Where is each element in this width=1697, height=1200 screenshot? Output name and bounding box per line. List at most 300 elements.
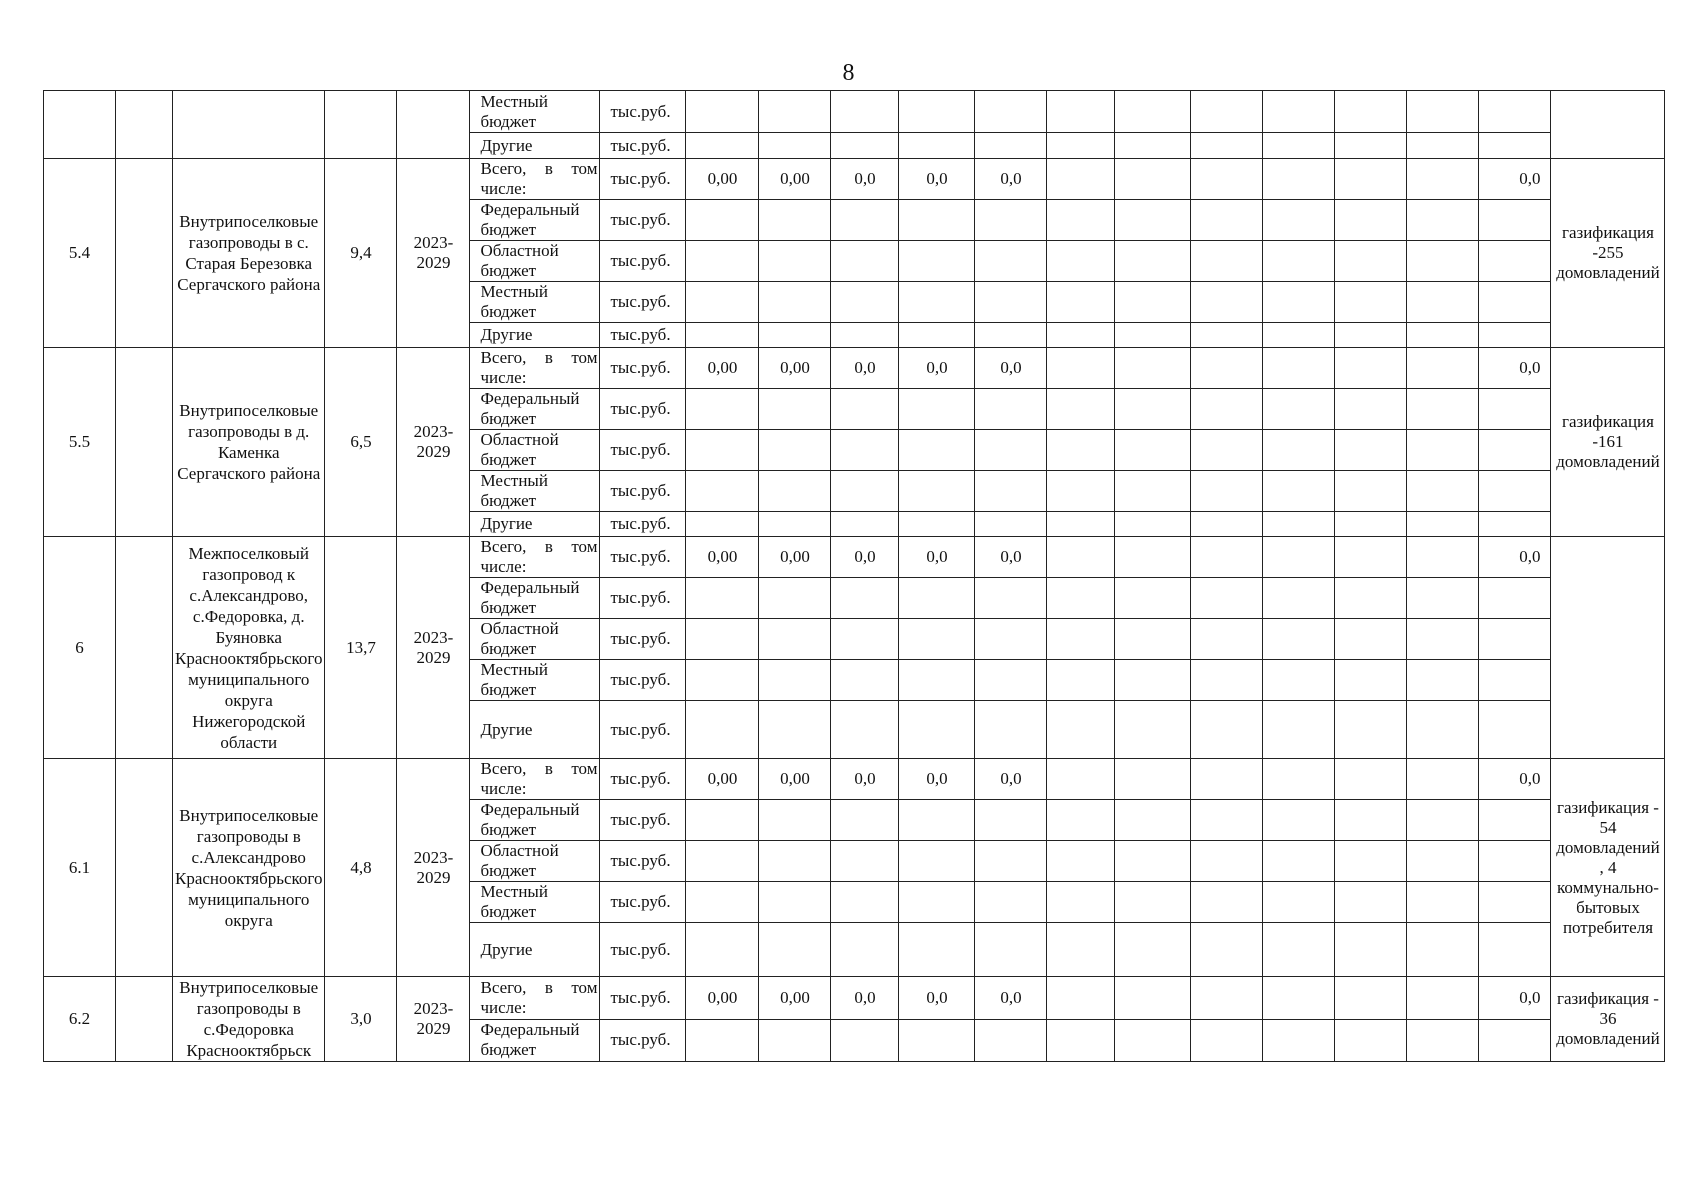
table-row	[44, 159, 1665, 200]
value-cell	[899, 1019, 975, 1062]
unit-label: тыс.руб.	[600, 800, 686, 841]
value-cell	[1407, 701, 1479, 759]
value-cell	[1047, 200, 1115, 241]
value-cell	[1047, 841, 1115, 882]
value-cell	[899, 389, 975, 430]
value-cell	[1263, 241, 1335, 282]
value-cell	[1191, 660, 1263, 701]
value-cell: 0,0	[831, 759, 899, 800]
value-cell	[1047, 923, 1115, 977]
value-cell: 0,0	[899, 537, 975, 578]
value-cell	[1479, 323, 1551, 348]
value-cell	[1335, 701, 1407, 759]
unit-label: тыс.руб.	[600, 348, 686, 389]
value-cell	[1191, 389, 1263, 430]
value-cell	[975, 282, 1047, 323]
value-cell: 0,00	[686, 977, 759, 1020]
value-cell	[1335, 1019, 1407, 1062]
value-cell	[1407, 348, 1479, 389]
value-cell	[759, 701, 831, 759]
result-description: газификация -255 домовладений	[1551, 159, 1665, 348]
length-km: 4,8	[325, 759, 397, 977]
page-number: 8	[842, 60, 855, 86]
empty-cell	[116, 348, 173, 537]
value-cell	[686, 841, 759, 882]
value-cell	[759, 923, 831, 977]
funding-kind-label: Областной бюджет	[470, 241, 600, 282]
value-cell	[831, 323, 899, 348]
funding-kind-label: Другие	[470, 133, 600, 159]
value-cell	[1191, 537, 1263, 578]
unit-label: тыс.руб.	[600, 159, 686, 200]
value-cell	[1263, 323, 1335, 348]
value-cell	[1191, 800, 1263, 841]
value-cell	[1335, 348, 1407, 389]
period: 2023-2029	[397, 348, 470, 537]
value-cell	[1407, 619, 1479, 660]
object-name: Внутрипоселковые газопроводы в д. Каменка Сергачского района	[173, 348, 325, 537]
period: 2023-2029	[397, 977, 470, 1062]
result-description	[1551, 537, 1665, 759]
funding-kind-label: Другие	[470, 701, 600, 759]
value-cell	[975, 200, 1047, 241]
unit-label: тыс.руб.	[600, 133, 686, 159]
value-cell	[1263, 800, 1335, 841]
value-cell	[759, 800, 831, 841]
value-cell	[899, 882, 975, 923]
funding-kind-label: Другие	[470, 323, 600, 348]
value-cell	[1407, 389, 1479, 430]
unit-label: тыс.руб.	[600, 841, 686, 882]
value-cell: 0,0	[831, 537, 899, 578]
value-cell	[1407, 923, 1479, 977]
value-cell: 0,00	[759, 348, 831, 389]
item-number: 6	[44, 537, 116, 759]
unit-label: тыс.руб.	[600, 282, 686, 323]
value-cell	[1263, 133, 1335, 159]
funding-kind-label: Всего, в том числе:	[470, 159, 600, 200]
value-cell	[1335, 241, 1407, 282]
value-cell	[1479, 800, 1551, 841]
value-cell	[1479, 282, 1551, 323]
length-km: 3,0	[325, 977, 397, 1062]
value-cell	[1263, 923, 1335, 977]
table-row	[44, 348, 1665, 389]
value-cell	[975, 619, 1047, 660]
value-cell	[1407, 91, 1479, 133]
value-cell	[759, 578, 831, 619]
value-cell	[1407, 282, 1479, 323]
value-cell	[831, 389, 899, 430]
object-name: Внутрипоселковые газопроводы в с. Старая Березовка Сергачского района	[173, 159, 325, 348]
value-cell: 0,0	[831, 348, 899, 389]
value-cell	[975, 471, 1047, 512]
value-cell	[686, 389, 759, 430]
value-cell	[1263, 282, 1335, 323]
value-cell	[899, 430, 975, 471]
value-cell	[899, 200, 975, 241]
value-cell	[1479, 91, 1551, 133]
value-cell	[759, 200, 831, 241]
object-name: Внутрипоселковые газопроводы в с.Федоровка Краснооктябрьск	[173, 977, 325, 1062]
funding-kind-label: Областной бюджет	[470, 430, 600, 471]
unit-label: тыс.руб.	[600, 537, 686, 578]
value-cell: 0,00	[759, 159, 831, 200]
value-cell: 0,00	[759, 537, 831, 578]
unit-label: тыс.руб.	[600, 200, 686, 241]
value-cell	[1407, 800, 1479, 841]
value-cell	[975, 430, 1047, 471]
value-cell	[759, 430, 831, 471]
value-cell	[899, 701, 975, 759]
value-cell	[1191, 701, 1263, 759]
value-cell: 0,0	[831, 159, 899, 200]
table-row	[44, 537, 1665, 578]
value-cell	[1047, 512, 1115, 537]
value-cell	[759, 389, 831, 430]
value-cell	[1191, 159, 1263, 200]
unit-label: тыс.руб.	[600, 471, 686, 512]
value-cell	[899, 282, 975, 323]
funding-kind-label: Всего, в том числе:	[470, 537, 600, 578]
value-cell	[686, 241, 759, 282]
total-value-cell: 0,0	[1479, 759, 1551, 800]
value-cell	[975, 1019, 1047, 1062]
value-cell: 0,0	[975, 159, 1047, 200]
empty-cell	[116, 537, 173, 759]
value-cell	[1263, 537, 1335, 578]
funding-kind-label: Всего, в том числе:	[470, 759, 600, 800]
continuation-cell	[173, 91, 325, 159]
value-cell	[686, 660, 759, 701]
funding-kind-label: Всего, в том числе:	[470, 348, 600, 389]
funding-kind-label: Областной бюджет	[470, 841, 600, 882]
value-cell: 0,0	[975, 348, 1047, 389]
value-cell	[1047, 159, 1115, 200]
value-cell	[831, 619, 899, 660]
value-cell	[1335, 159, 1407, 200]
value-cell	[1115, 323, 1191, 348]
value-cell: 0,0	[831, 977, 899, 1020]
length-km: 9,4	[325, 159, 397, 348]
value-cell	[1263, 759, 1335, 800]
value-cell	[1191, 512, 1263, 537]
funding-kind-label: Всего, в том числе:	[470, 977, 600, 1020]
value-cell	[1263, 348, 1335, 389]
total-value-cell: 0,0	[1479, 348, 1551, 389]
value-cell	[1263, 1019, 1335, 1062]
continuation-cell	[325, 91, 397, 159]
value-cell	[899, 841, 975, 882]
value-cell	[1335, 578, 1407, 619]
value-cell	[759, 660, 831, 701]
value-cell	[1047, 1019, 1115, 1062]
value-cell	[831, 133, 899, 159]
value-cell	[1407, 660, 1479, 701]
value-cell	[1191, 430, 1263, 471]
unit-label: тыс.руб.	[600, 619, 686, 660]
value-cell	[1263, 701, 1335, 759]
value-cell	[1115, 389, 1191, 430]
value-cell	[1263, 660, 1335, 701]
value-cell	[1335, 430, 1407, 471]
value-cell	[1335, 282, 1407, 323]
value-cell	[686, 578, 759, 619]
value-cell	[1191, 1019, 1263, 1062]
unit-label: тыс.руб.	[600, 701, 686, 759]
value-cell	[759, 282, 831, 323]
value-cell	[899, 512, 975, 537]
value-cell	[899, 323, 975, 348]
value-cell	[1047, 471, 1115, 512]
unit-label: тыс.руб.	[600, 91, 686, 133]
value-cell	[1115, 841, 1191, 882]
value-cell: 0,00	[686, 537, 759, 578]
funding-kind-label: Федеральный бюджет	[470, 1019, 600, 1062]
value-cell	[1407, 133, 1479, 159]
value-cell	[1479, 430, 1551, 471]
funding-kind-label: Местный бюджет	[470, 882, 600, 923]
value-cell: 0,00	[686, 348, 759, 389]
item-number: 6.1	[44, 759, 116, 977]
funding-kind-label: Местный бюджет	[470, 471, 600, 512]
funding-table	[43, 90, 1665, 1062]
value-cell	[759, 619, 831, 660]
value-cell	[759, 133, 831, 159]
value-cell	[1047, 882, 1115, 923]
total-value-cell: 0,0	[1479, 977, 1551, 1020]
value-cell	[1479, 241, 1551, 282]
unit-label: тыс.руб.	[600, 759, 686, 800]
value-cell	[1047, 389, 1115, 430]
value-cell: 0,0	[899, 759, 975, 800]
value-cell	[1047, 91, 1115, 133]
value-cell: 0,00	[759, 977, 831, 1020]
value-cell	[899, 91, 975, 133]
value-cell	[1047, 660, 1115, 701]
value-cell	[1115, 282, 1191, 323]
unit-label: тыс.руб.	[600, 1019, 686, 1062]
value-cell	[759, 241, 831, 282]
total-value-cell: 0,0	[1479, 537, 1551, 578]
unit-label: тыс.руб.	[600, 512, 686, 537]
value-cell	[1335, 200, 1407, 241]
value-cell	[1407, 512, 1479, 537]
value-cell	[899, 800, 975, 841]
value-cell	[831, 91, 899, 133]
value-cell	[975, 91, 1047, 133]
value-cell	[1335, 512, 1407, 537]
value-cell	[975, 660, 1047, 701]
value-cell	[1407, 759, 1479, 800]
value-cell	[831, 923, 899, 977]
value-cell	[1191, 471, 1263, 512]
value-cell	[1115, 200, 1191, 241]
funding-kind-label: Местный бюджет	[470, 660, 600, 701]
period: 2023-2029	[397, 759, 470, 977]
value-cell	[686, 619, 759, 660]
value-cell	[899, 619, 975, 660]
value-cell	[1335, 537, 1407, 578]
value-cell	[831, 200, 899, 241]
value-cell	[1115, 241, 1191, 282]
value-cell	[899, 660, 975, 701]
unit-label: тыс.руб.	[600, 977, 686, 1020]
value-cell	[1047, 619, 1115, 660]
value-cell	[1263, 578, 1335, 619]
value-cell	[686, 282, 759, 323]
unit-label: тыс.руб.	[600, 660, 686, 701]
value-cell	[686, 430, 759, 471]
unit-label: тыс.руб.	[600, 578, 686, 619]
funding-kind-label: Федеральный бюджет	[470, 800, 600, 841]
value-cell	[1115, 348, 1191, 389]
value-cell	[759, 323, 831, 348]
value-cell	[1263, 512, 1335, 537]
value-cell	[831, 471, 899, 512]
value-cell	[1191, 923, 1263, 977]
value-cell	[1263, 977, 1335, 1020]
value-cell	[1479, 660, 1551, 701]
value-cell	[1191, 200, 1263, 241]
value-cell	[1115, 1019, 1191, 1062]
value-cell	[686, 91, 759, 133]
value-cell	[1191, 882, 1263, 923]
value-cell	[1263, 619, 1335, 660]
value-cell	[1115, 512, 1191, 537]
value-cell	[1115, 660, 1191, 701]
value-cell	[1335, 471, 1407, 512]
table-row	[44, 91, 1665, 133]
value-cell: 0,00	[759, 759, 831, 800]
value-cell	[975, 389, 1047, 430]
value-cell	[975, 323, 1047, 348]
value-cell	[899, 133, 975, 159]
object-name: Межпоселковый газопровод к с.Александрово, с.Федоровка, д. Буяновка Краснооктябрьского муниципального округа Нижегородской области	[173, 537, 325, 759]
value-cell	[1191, 841, 1263, 882]
result-description: газификация -161 домовладений	[1551, 348, 1665, 537]
value-cell	[1335, 841, 1407, 882]
value-cell	[831, 660, 899, 701]
value-cell	[1047, 537, 1115, 578]
funding-kind-label: Другие	[470, 923, 600, 977]
value-cell	[759, 841, 831, 882]
value-cell	[1263, 841, 1335, 882]
value-cell	[1115, 91, 1191, 133]
value-cell	[759, 91, 831, 133]
funding-kind-label: Областной бюджет	[470, 619, 600, 660]
value-cell	[899, 471, 975, 512]
value-cell	[1047, 430, 1115, 471]
value-cell	[1479, 133, 1551, 159]
value-cell	[1047, 133, 1115, 159]
value-cell	[1115, 159, 1191, 200]
value-cell	[759, 471, 831, 512]
table-row	[44, 977, 1665, 1020]
value-cell: 0,00	[686, 159, 759, 200]
value-cell	[1115, 701, 1191, 759]
value-cell	[975, 133, 1047, 159]
period: 2023-2029	[397, 537, 470, 759]
value-cell	[686, 1019, 759, 1062]
value-cell	[686, 512, 759, 537]
value-cell	[899, 923, 975, 977]
empty-cell	[116, 977, 173, 1062]
continuation-cell	[397, 91, 470, 159]
unit-label: тыс.руб.	[600, 323, 686, 348]
value-cell	[1335, 133, 1407, 159]
value-cell	[1047, 977, 1115, 1020]
value-cell	[1191, 348, 1263, 389]
unit-label: тыс.руб.	[600, 241, 686, 282]
value-cell	[1407, 537, 1479, 578]
value-cell	[1479, 923, 1551, 977]
value-cell	[1191, 619, 1263, 660]
value-cell	[831, 882, 899, 923]
value-cell	[1047, 578, 1115, 619]
unit-label: тыс.руб.	[600, 882, 686, 923]
value-cell: 0,00	[686, 759, 759, 800]
period: 2023-2029	[397, 159, 470, 348]
value-cell	[1335, 323, 1407, 348]
value-cell	[1263, 389, 1335, 430]
total-value-cell: 0,0	[1479, 159, 1551, 200]
value-cell	[686, 323, 759, 348]
table-row	[44, 759, 1665, 800]
value-cell	[1335, 882, 1407, 923]
value-cell	[1335, 389, 1407, 430]
funding-kind-label: Федеральный бюджет	[470, 389, 600, 430]
value-cell	[1263, 430, 1335, 471]
value-cell	[759, 882, 831, 923]
value-cell	[1263, 200, 1335, 241]
value-cell: 0,0	[975, 977, 1047, 1020]
value-cell	[1115, 923, 1191, 977]
value-cell	[975, 241, 1047, 282]
value-cell	[1479, 882, 1551, 923]
value-cell	[1335, 923, 1407, 977]
value-cell	[1115, 430, 1191, 471]
value-cell	[1407, 977, 1479, 1020]
value-cell	[1263, 159, 1335, 200]
funding-kind-label: Федеральный бюджет	[470, 200, 600, 241]
value-cell	[1479, 389, 1551, 430]
result-description: газификация - 36 домовладений	[1551, 977, 1665, 1062]
value-cell	[686, 133, 759, 159]
value-cell	[686, 701, 759, 759]
value-cell	[1047, 348, 1115, 389]
value-cell	[1047, 282, 1115, 323]
value-cell	[1115, 619, 1191, 660]
value-cell	[1479, 841, 1551, 882]
value-cell	[1191, 241, 1263, 282]
value-cell	[831, 701, 899, 759]
value-cell	[1115, 471, 1191, 512]
value-cell	[975, 923, 1047, 977]
value-cell	[1335, 759, 1407, 800]
funding-kind-label: Другие	[470, 512, 600, 537]
result-description: газификация - 54 домовладений , 4 коммунально-бытовых потребителя	[1551, 759, 1665, 977]
item-number: 5.4	[44, 159, 116, 348]
value-cell	[1191, 759, 1263, 800]
value-cell	[975, 701, 1047, 759]
value-cell	[1047, 800, 1115, 841]
value-cell: 0,0	[975, 537, 1047, 578]
value-cell	[1191, 578, 1263, 619]
value-cell	[1407, 1019, 1479, 1062]
value-cell	[1407, 200, 1479, 241]
continuation-cell	[116, 91, 173, 159]
